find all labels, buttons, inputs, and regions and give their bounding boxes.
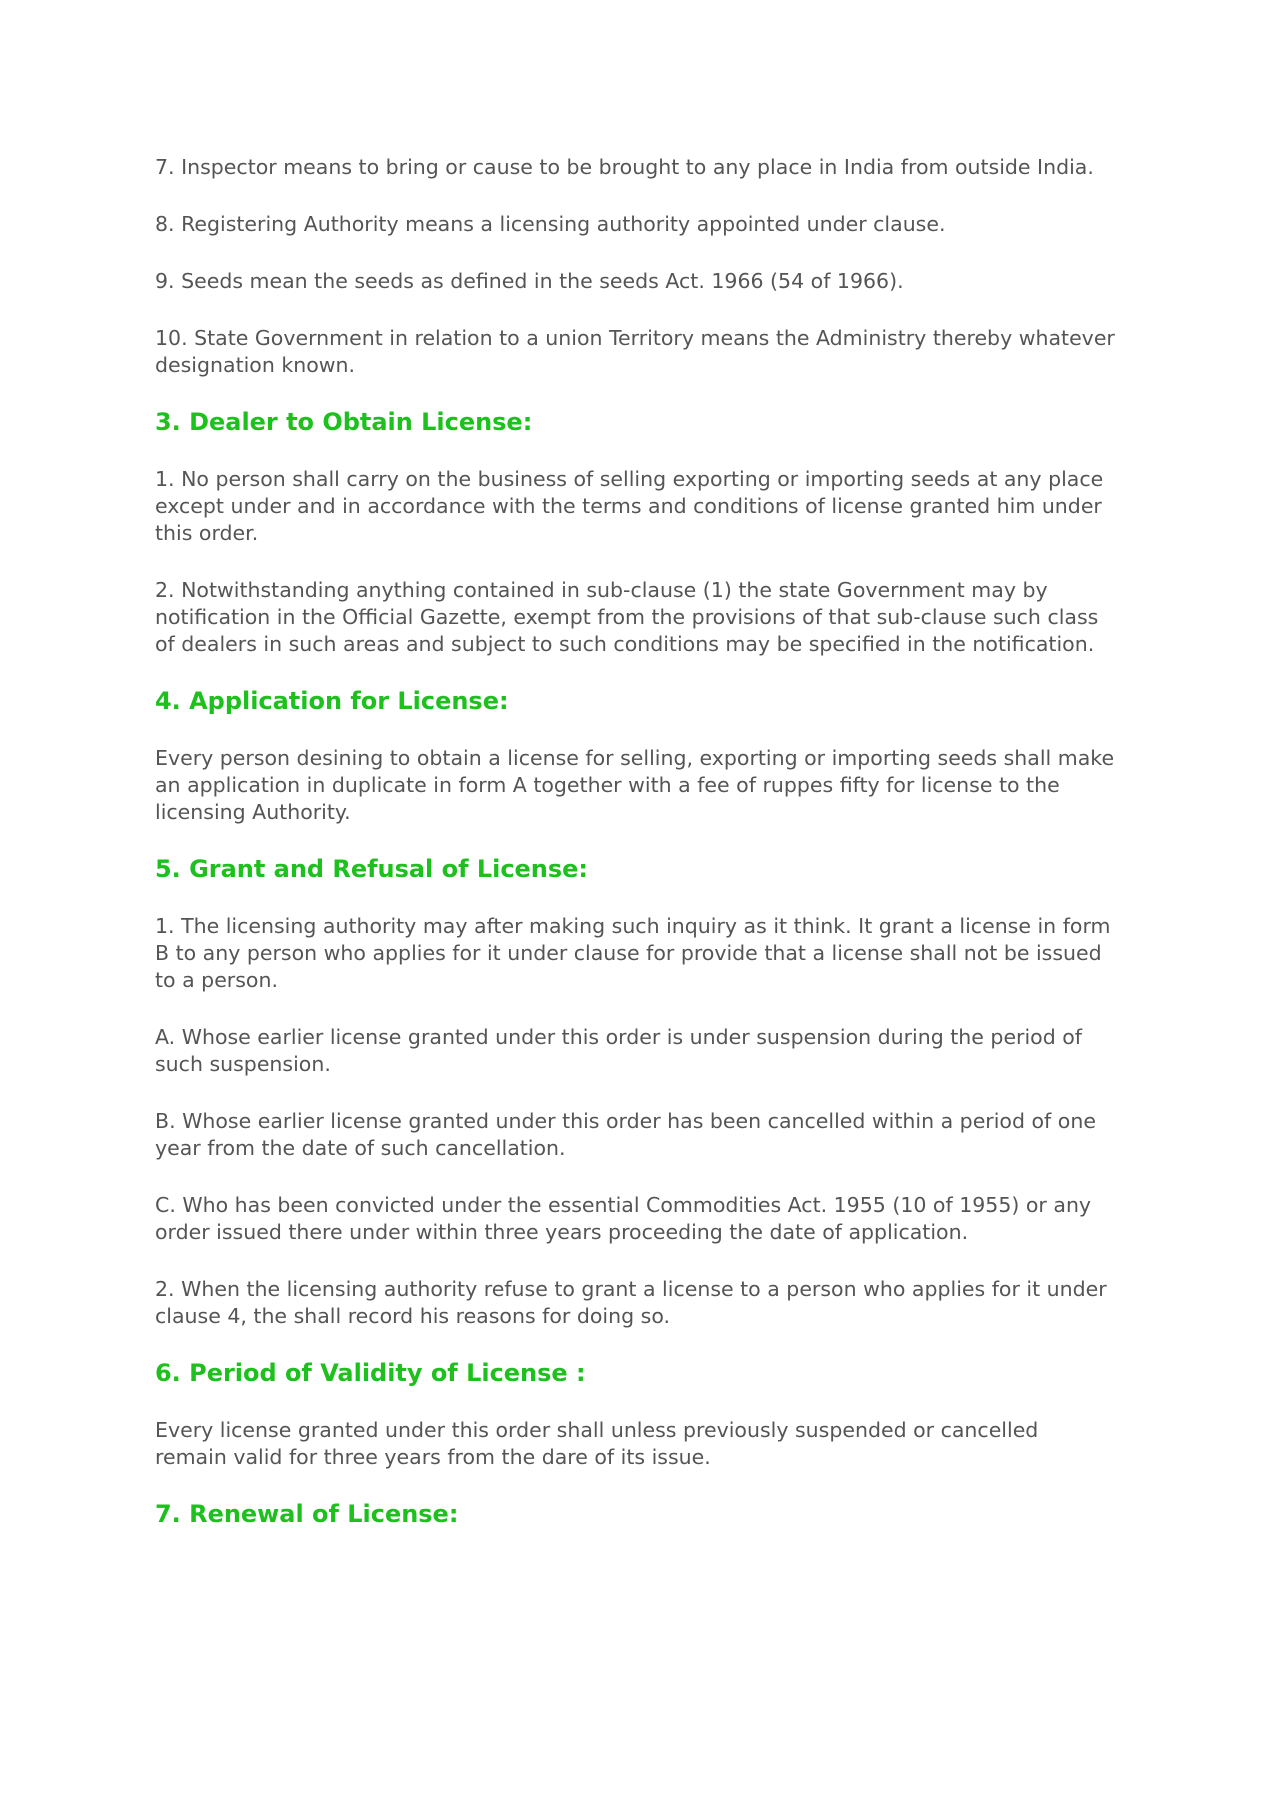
section-heading-application: 4. Application for License: xyxy=(155,687,509,715)
definition-7: 7. Inspector means to bring or cause to be brought to any place in India from outside India. xyxy=(155,155,1094,179)
section-5-para-2: 2. When the licensing authority refuse to grant a license to a person who applies for it under clause 4, the shall record his reasons for doing so. xyxy=(155,1277,1107,1328)
section-heading-renewal: 7. Renewal of License: xyxy=(155,1500,459,1528)
section-5-para-c: C. Who has been convicted under the essential Commodities Act. 1955 (10 of 1955) or any order issued there under within three years proceeding the date of application. xyxy=(155,1193,1092,1244)
definition-10: 10. State Government in relation to a union Territory means the Administry thereby whatever designation known. xyxy=(155,326,1115,377)
document-page xyxy=(155,154,1115,1558)
definition-8: 8. Registering Authority means a licensing authority appointed under clause. xyxy=(155,212,946,236)
section-5-para-b: B. Whose earlier license granted under this order has been cancelled within a period of one year from the date of such cancellation. xyxy=(155,1109,1096,1160)
section-5-para-a: A. Whose earlier license granted under this order is under suspension during the period of such suspension. xyxy=(155,1025,1083,1076)
section-5-para-1: 1. The licensing authority may after making such inquiry as it think. It grant a license in form B to any person who applies for it under clause for provide that a license shall not be issued to a person. xyxy=(155,914,1111,992)
section-4-para-1: Every person desining to obtain a license for selling, exporting or importing seeds shall make an application in duplicate in form A together with a fee of ruppes fifty for license to the licensing Authority. xyxy=(155,746,1115,824)
section-3-para-1: 1. No person shall carry on the business of selling exporting or importing seeds at any place except under and in accordance with the terms and conditions of license granted him under this order. xyxy=(155,467,1104,545)
section-heading-dealer-license: 3. Dealer to Obtain License: xyxy=(155,408,533,436)
definition-9: 9. Seeds mean the seeds as defined in the seeds Act. 1966 (54 of 1966). xyxy=(155,269,904,293)
section-3-para-2: 2. Notwithstanding anything contained in sub-clause (1) the state Government may by notification in the Official Gazette, exempt from the provisions of that sub-clause such class of dealers in such areas and subject to such conditions may be specified in the notification. xyxy=(155,578,1099,656)
section-heading-validity: 6. Period of Validity of License : xyxy=(155,1359,586,1387)
section-6-para-1: Every license granted under this order shall unless previously suspended or cancelled remain valid for three years from the dare of its issue. xyxy=(155,1418,1039,1469)
section-heading-grant-refusal: 5. Grant and Refusal of License: xyxy=(155,855,588,883)
